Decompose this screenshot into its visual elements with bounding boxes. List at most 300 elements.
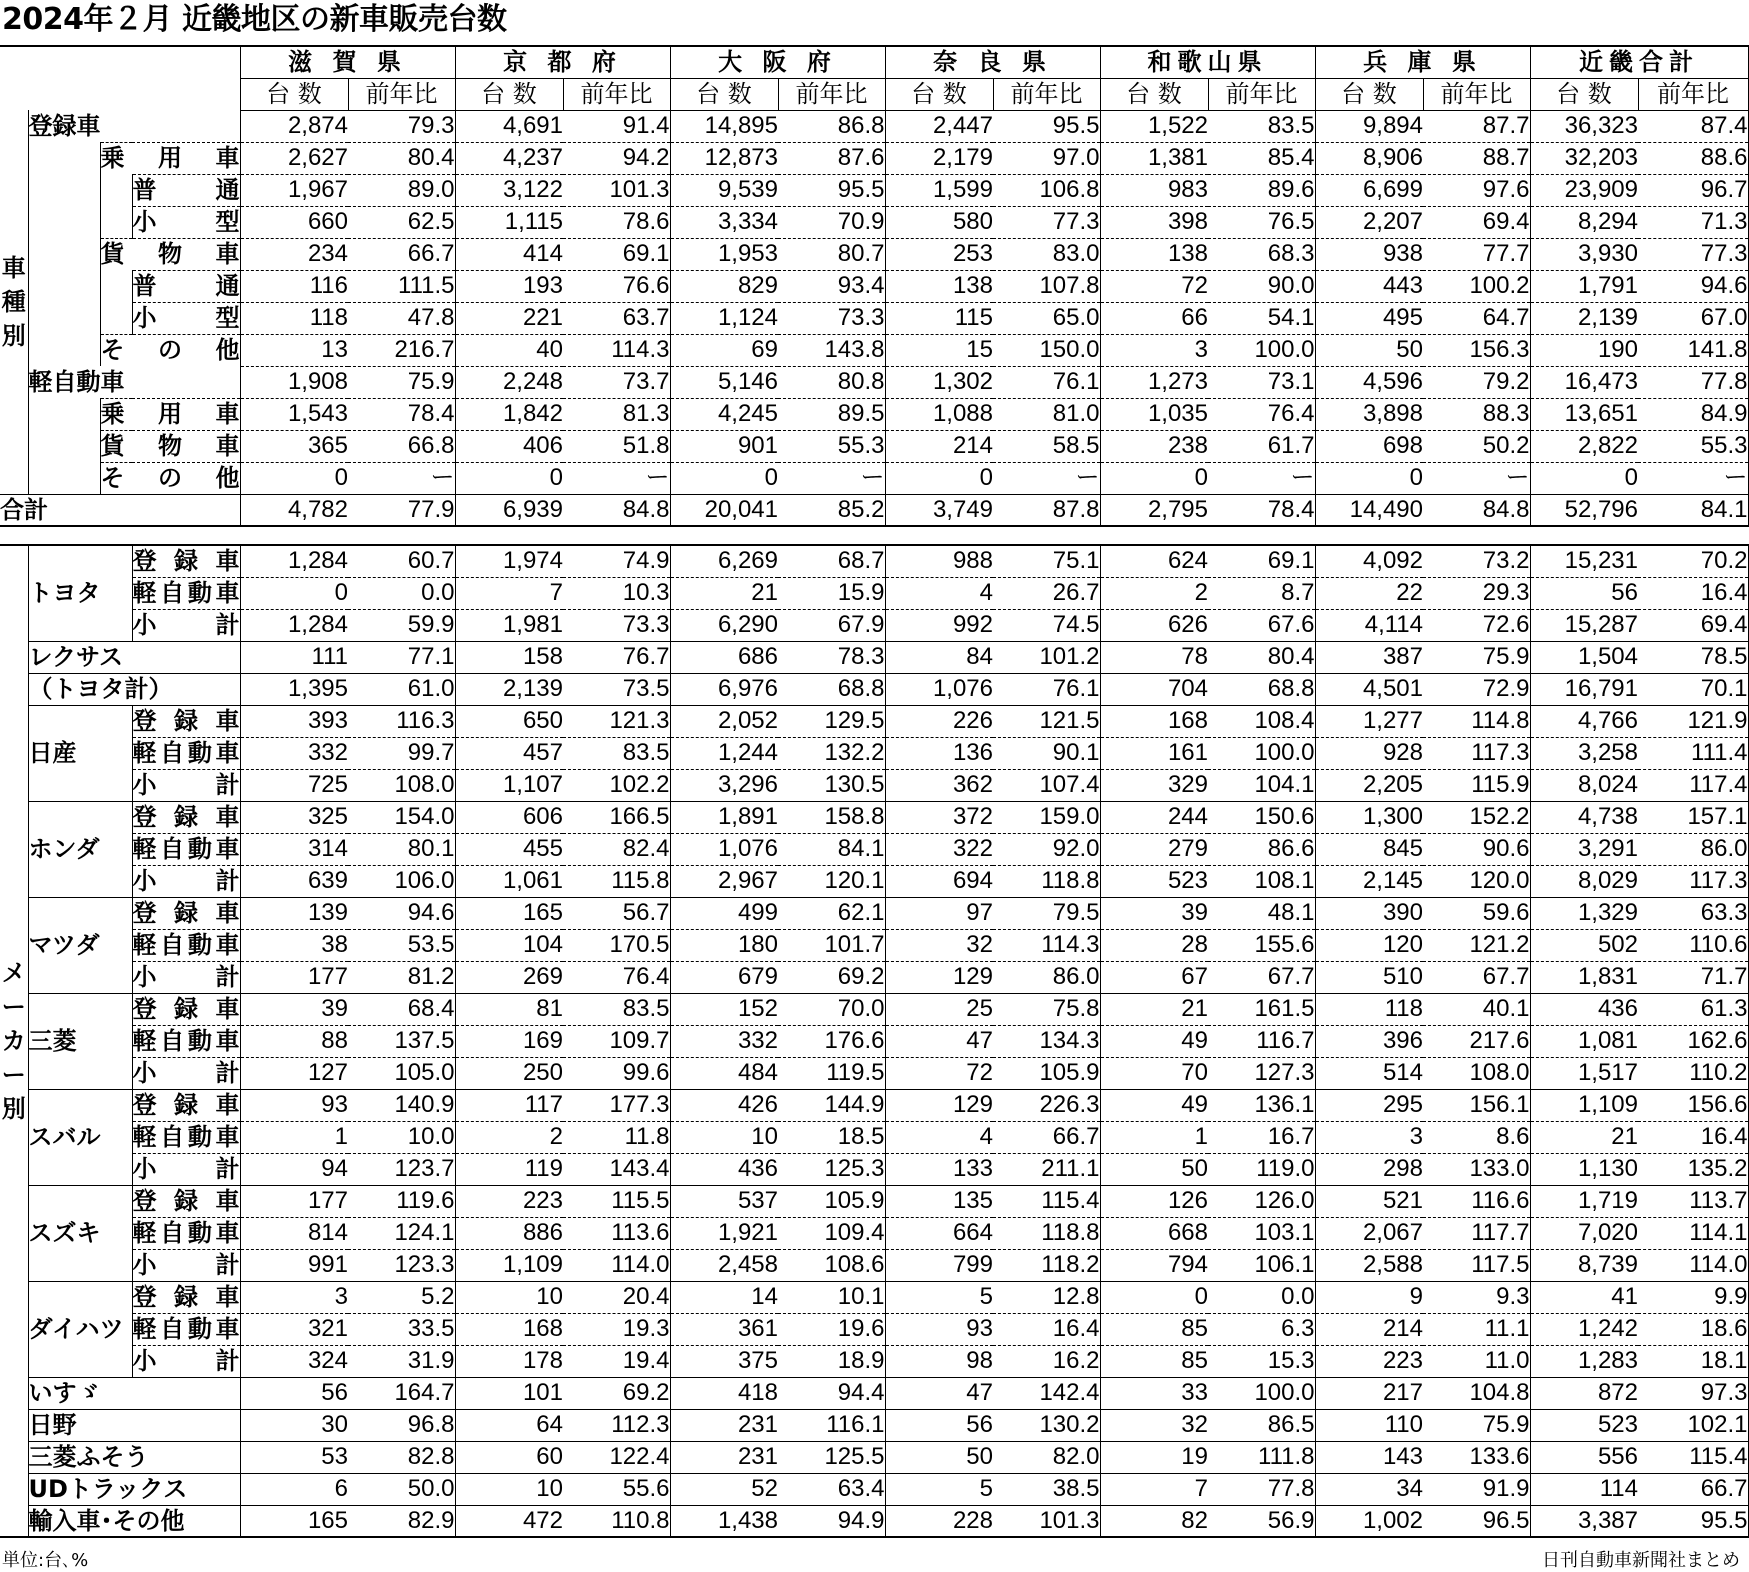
unit-count-cell: 1,517 (1530, 1057, 1638, 1089)
maker-section-label: メ ー カ ー 別 (0, 545, 28, 1537)
unit-count-cell: 32,203 (1530, 142, 1638, 174)
unit-count-cell: 321 (240, 1313, 348, 1345)
unit-count-cell: 4,237 (455, 142, 563, 174)
yoy-ratio-cell: 117.3 (1423, 737, 1530, 769)
yoy-ratio-cell: 69.4 (1423, 206, 1530, 238)
unit-count-cell: 1,283 (1530, 1345, 1638, 1377)
unit-count-cell: 329 (1100, 769, 1208, 801)
unit-count-cell: 372 (885, 801, 993, 833)
unit-count-cell: 228 (885, 1505, 993, 1537)
unit-count-cell: 152 (670, 993, 778, 1025)
sub-category-label: 登録車 (132, 995, 240, 1023)
yoy-ratio-cell: 154.0 (348, 801, 455, 833)
unit-count-cell: 28 (1100, 929, 1208, 961)
unit-count-cell: 1,438 (670, 1505, 778, 1537)
unit-count-cell: 161 (1100, 737, 1208, 769)
yoy-ratio-cell: 61.7 (1208, 430, 1315, 462)
yoy-ratio-cell: 99.7 (348, 737, 455, 769)
yoy-ratio-cell: 73.7 (563, 366, 670, 398)
yoy-ratio-cell: 95.5 (778, 174, 885, 206)
yoy-ratio-cell: ー (1638, 462, 1748, 494)
unit-count-cell: 56 (885, 1409, 993, 1441)
sub-category-label: 小計 (132, 1347, 240, 1375)
yoy-ratio-cell: 67.7 (1208, 961, 1315, 993)
unit-count-cell: 231 (670, 1409, 778, 1441)
unit-count-cell: 4,596 (1315, 366, 1423, 398)
count-column-header: 台 数 (1100, 78, 1208, 110)
unit-count-cell: 1,076 (885, 673, 993, 705)
unit-count-cell: 133 (885, 1153, 993, 1185)
maker-row (0, 737, 1748, 769)
unit-count-cell: 23,909 (1530, 174, 1638, 206)
yoy-ratio-cell: 73.3 (778, 302, 885, 334)
yoy-ratio-cell: 90.0 (1208, 270, 1315, 302)
maker-row (0, 1025, 1748, 1057)
indent-spacer (100, 174, 132, 206)
yoy-ratio-cell: 11.1 (1423, 1313, 1530, 1345)
yoy-ratio-cell: 70.9 (778, 206, 885, 238)
unit-count-cell: 49 (1100, 1089, 1208, 1121)
yoy-ratio-cell: 108.0 (1423, 1057, 1530, 1089)
unit-count-cell: 1,504 (1530, 641, 1638, 673)
yoy-ratio-cell: 115.9 (1423, 769, 1530, 801)
yoy-ratio-cell: 118.2 (993, 1249, 1100, 1281)
yoy-ratio-cell: 65.0 (993, 302, 1100, 334)
yoy-ratio-cell: 8.6 (1423, 1121, 1530, 1153)
unit-count-cell: 72 (1100, 270, 1208, 302)
unit-count-cell: 298 (1315, 1153, 1423, 1185)
yoy-ratio-cell: 81.3 (563, 398, 670, 430)
unit-count-cell: 7 (455, 577, 563, 609)
sub-category-label: 小計 (132, 771, 240, 799)
indent-spacer (28, 174, 100, 206)
unit-count-cell: 21 (1530, 1121, 1638, 1153)
region-header: 兵 庫 県 (1315, 46, 1530, 78)
maker-name: 日産 (28, 705, 132, 801)
region-header: 京 都 府 (455, 46, 670, 78)
yoy-ratio-cell: 216.7 (348, 334, 455, 366)
unit-count-cell: 1,543 (240, 398, 348, 430)
indent-spacer (28, 142, 100, 174)
yoy-ratio-cell: 105.9 (993, 1057, 1100, 1089)
sub-category-label: 小計 (132, 867, 240, 895)
yoy-ratio-cell: 89.6 (1208, 174, 1315, 206)
unit-count-cell: 1,329 (1530, 897, 1638, 929)
unit-count-cell: 396 (1315, 1025, 1423, 1057)
yoy-ratio-cell: ー (1423, 462, 1530, 494)
unit-count-cell: 34 (1315, 1473, 1423, 1505)
yoy-ratio-cell: 100.0 (1208, 737, 1315, 769)
yoy-ratio-cell: 70.1 (1638, 673, 1748, 705)
unit-count-cell: 5 (885, 1473, 993, 1505)
unit-count-cell: 165 (455, 897, 563, 929)
yoy-ratio-cell: 73.2 (1423, 545, 1530, 577)
row-label: 乗用車 (100, 400, 240, 428)
yoy-ratio-cell: 80.1 (348, 833, 455, 865)
unit-count-cell: 217 (1315, 1377, 1423, 1409)
yoy-ratio-cell: 12.8 (993, 1281, 1100, 1313)
unit-count-cell: 14,895 (670, 110, 778, 142)
row-label: 合計 (0, 494, 240, 526)
ratio-column-header: 前年比 (778, 78, 885, 110)
region-header: 奈 良 県 (885, 46, 1100, 78)
yoy-ratio-cell: 88.7 (1423, 142, 1530, 174)
yoy-ratio-cell: 86.8 (778, 110, 885, 142)
ratio-column-header: 前年比 (1208, 78, 1315, 110)
yoy-ratio-cell: 75.1 (993, 545, 1100, 577)
yoy-ratio-cell: 88.6 (1638, 142, 1748, 174)
maker-name: スバル (28, 1089, 132, 1185)
unit-count-cell: 1,277 (1315, 705, 1423, 737)
unit-count-cell: 0 (1530, 462, 1638, 494)
yoy-ratio-cell: 74.5 (993, 609, 1100, 641)
unit-count-cell: 20,041 (670, 494, 778, 526)
yoy-ratio-cell: 112.3 (563, 1409, 670, 1441)
unit-count-cell: 8,024 (1530, 769, 1638, 801)
unit-count-cell: 0 (240, 577, 348, 609)
unit-count-cell: 38 (240, 929, 348, 961)
unit-count-cell: 4,691 (455, 110, 563, 142)
yoy-ratio-cell: 75.8 (993, 993, 1100, 1025)
vehicle-type-row (0, 270, 1748, 302)
yoy-ratio-cell: 84.9 (1638, 398, 1748, 430)
yoy-ratio-cell: 78.6 (563, 206, 670, 238)
yoy-ratio-cell: 79.5 (993, 897, 1100, 929)
yoy-ratio-cell: 101.3 (563, 174, 670, 206)
yoy-ratio-cell: 150.0 (993, 334, 1100, 366)
maker-name: スズキ (28, 1185, 132, 1281)
yoy-ratio-cell: 143.8 (778, 334, 885, 366)
unit-count-cell: 8,906 (1315, 142, 1423, 174)
yoy-ratio-cell: 15.9 (778, 577, 885, 609)
unit-count-cell: 78 (1100, 641, 1208, 673)
yoy-ratio-cell: 80.4 (348, 142, 455, 174)
yoy-ratio-cell: 63.3 (1638, 897, 1748, 929)
unit-count-cell: 178 (455, 1345, 563, 1377)
unit-count-cell: 3,122 (455, 174, 563, 206)
yoy-ratio-cell: 136.1 (1208, 1089, 1315, 1121)
yoy-ratio-cell: 92.0 (993, 833, 1100, 865)
yoy-ratio-cell: 105.9 (778, 1185, 885, 1217)
sub-category-label: 小計 (132, 1059, 240, 1087)
yoy-ratio-cell: 142.4 (993, 1377, 1100, 1409)
unit-count-cell: 14 (670, 1281, 778, 1313)
maker-name: 三菱ふそう (28, 1441, 240, 1473)
unit-count-cell: 426 (670, 1089, 778, 1121)
maker-row (0, 1121, 1748, 1153)
unit-count-cell: 514 (1315, 1057, 1423, 1089)
unit-count-cell: 556 (1530, 1441, 1638, 1473)
maker-name: ダイハツ (28, 1281, 132, 1377)
unit-count-cell: 221 (455, 302, 563, 334)
unit-count-cell: 3,930 (1530, 238, 1638, 270)
unit-count-cell: 72 (885, 1057, 993, 1089)
yoy-ratio-cell: 72.6 (1423, 609, 1530, 641)
yoy-ratio-cell: 9.9 (1638, 1281, 1748, 1313)
unit-count-cell: 1,974 (455, 545, 563, 577)
unit-count-cell: 67 (1100, 961, 1208, 993)
yoy-ratio-cell: 20.4 (563, 1281, 670, 1313)
yoy-ratio-cell: 8.7 (1208, 577, 1315, 609)
unit-count-cell: 9 (1315, 1281, 1423, 1313)
yoy-ratio-cell: 111.4 (1638, 737, 1748, 769)
unit-count-cell: 139 (240, 897, 348, 929)
maker-row (0, 1249, 1748, 1281)
maker-name: 輸入車･その他 (28, 1505, 240, 1537)
unit-count-cell: 2,967 (670, 865, 778, 897)
maker-row (0, 673, 1748, 705)
yoy-ratio-cell: 66.8 (348, 430, 455, 462)
unit-count-cell: 314 (240, 833, 348, 865)
unit-count-cell: 521 (1315, 1185, 1423, 1217)
yoy-ratio-cell: 117.4 (1638, 769, 1748, 801)
unit-count-cell: 14,490 (1315, 494, 1423, 526)
sub-category-label: 軽自動車 (132, 579, 240, 607)
unit-count-cell: 25 (885, 993, 993, 1025)
unit-count-cell: 9,539 (670, 174, 778, 206)
unit-count-cell: 814 (240, 1217, 348, 1249)
yoy-ratio-cell: 121.2 (1423, 929, 1530, 961)
yoy-ratio-cell: 121.3 (563, 705, 670, 737)
sub-category-label: 登録車 (132, 707, 240, 735)
unit-count-cell: 5,146 (670, 366, 778, 398)
yoy-ratio-cell: 68.8 (778, 673, 885, 705)
unit-count-cell: 52 (670, 1473, 778, 1505)
yoy-ratio-cell: 56.9 (1208, 1505, 1315, 1537)
unit-count-cell: 886 (455, 1217, 563, 1249)
yoy-ratio-cell: 134.3 (993, 1025, 1100, 1057)
maker-table (0, 544, 1749, 1538)
indent-spacer (28, 302, 100, 334)
yoy-ratio-cell: 77.7 (1423, 238, 1530, 270)
unit-count-cell: 1,002 (1315, 1505, 1423, 1537)
yoy-ratio-cell: 120.0 (1423, 865, 1530, 897)
yoy-ratio-cell: 102.2 (563, 769, 670, 801)
unit-count-cell: 436 (670, 1153, 778, 1185)
maker-row (0, 577, 1748, 609)
unit-count-cell: 33 (1100, 1377, 1208, 1409)
maker-row (0, 1281, 1748, 1313)
yoy-ratio-cell: ー (348, 462, 455, 494)
unit-count-cell: 94 (240, 1153, 348, 1185)
unit-count-cell: 694 (885, 865, 993, 897)
region-header: 近畿合計 (1530, 46, 1748, 78)
unit-count-cell: 686 (670, 641, 778, 673)
unit-count-cell: 928 (1315, 737, 1423, 769)
ratio-column-header: 前年比 (1423, 78, 1530, 110)
unit-count-cell: 60 (455, 1441, 563, 1473)
unit-count-cell: 214 (1315, 1313, 1423, 1345)
yoy-ratio-cell: 77.8 (1638, 366, 1748, 398)
unit-count-cell: 39 (1100, 897, 1208, 929)
yoy-ratio-cell: ー (993, 462, 1100, 494)
yoy-ratio-cell: 110.8 (563, 1505, 670, 1537)
yoy-ratio-cell: 96.8 (348, 1409, 455, 1441)
yoy-ratio-cell: 48.1 (1208, 897, 1315, 929)
maker-row (0, 1345, 1748, 1377)
yoy-ratio-cell: 55.3 (1638, 430, 1748, 462)
yoy-ratio-cell: 125.3 (778, 1153, 885, 1185)
sub-category-label: 登録車 (132, 803, 240, 831)
unit-count-cell: 510 (1315, 961, 1423, 993)
yoy-ratio-cell: 130.2 (993, 1409, 1100, 1441)
yoy-ratio-cell: 140.9 (348, 1089, 455, 1121)
vehicle-type-row (0, 398, 1748, 430)
yoy-ratio-cell: ー (1208, 462, 1315, 494)
unit-count-cell: 116 (240, 270, 348, 302)
unit-count-cell: 375 (670, 1345, 778, 1377)
yoy-ratio-cell: 97.6 (1423, 174, 1530, 206)
yoy-ratio-cell: 47.8 (348, 302, 455, 334)
yoy-ratio-cell: 83.5 (563, 737, 670, 769)
unit-count-cell: 4 (885, 577, 993, 609)
yoy-ratio-cell: 75.9 (348, 366, 455, 398)
unit-count-cell: 3,749 (885, 494, 993, 526)
yoy-ratio-cell: 73.5 (563, 673, 670, 705)
yoy-ratio-cell: 129.5 (778, 705, 885, 737)
unit-count-cell: 3,387 (1530, 1505, 1638, 1537)
yoy-ratio-cell: 76.4 (563, 961, 670, 993)
unit-count-cell: 223 (455, 1185, 563, 1217)
yoy-ratio-cell: 68.7 (778, 545, 885, 577)
unit-count-cell: 120 (1315, 929, 1423, 961)
maker-row (0, 801, 1748, 833)
yoy-ratio-cell: 81.0 (993, 398, 1100, 430)
yoy-ratio-cell: 15.3 (1208, 1345, 1315, 1377)
yoy-ratio-cell: 84.1 (1638, 494, 1748, 526)
yoy-ratio-cell: 63.7 (563, 302, 670, 334)
unit-count-cell: 214 (885, 430, 993, 462)
unit-count-cell: 138 (1100, 238, 1208, 270)
yoy-ratio-cell: 121.5 (993, 705, 1100, 737)
yoy-ratio-cell: 109.4 (778, 1217, 885, 1249)
yoy-ratio-cell: 99.6 (563, 1057, 670, 1089)
unit-count-cell: 85 (1100, 1345, 1208, 1377)
yoy-ratio-cell: 117.7 (1423, 1217, 1530, 1249)
unit-count-cell: 845 (1315, 833, 1423, 865)
unit-count-cell: 2,207 (1315, 206, 1423, 238)
unit-count-cell: 3 (240, 1281, 348, 1313)
unit-count-cell: 21 (1100, 993, 1208, 1025)
unit-count-cell: 40 (455, 334, 563, 366)
unit-count-cell: 664 (885, 1217, 993, 1249)
unit-count-cell: 991 (240, 1249, 348, 1281)
maker-row (0, 1313, 1748, 1345)
yoy-ratio-cell: 67.7 (1423, 961, 1530, 993)
unit-count-cell: 2,139 (1530, 302, 1638, 334)
unit-count-cell: 16,473 (1530, 366, 1638, 398)
yoy-ratio-cell: 119.0 (1208, 1153, 1315, 1185)
yoy-ratio-cell: 70.0 (778, 993, 885, 1025)
yoy-ratio-cell: 94.9 (778, 1505, 885, 1537)
yoy-ratio-cell: 76.1 (993, 366, 1100, 398)
unit-count-cell: 725 (240, 769, 348, 801)
unit-count-cell: 231 (670, 1441, 778, 1473)
unit-count-cell: 1,302 (885, 366, 993, 398)
yoy-ratio-cell: 117.5 (1423, 1249, 1530, 1281)
unit-count-cell: 104 (455, 929, 563, 961)
indent-spacer (28, 238, 100, 270)
yoy-ratio-cell: 133.6 (1423, 1441, 1530, 1473)
vehicle-type-table (0, 45, 1749, 527)
unit-count-cell: 143 (1315, 1441, 1423, 1473)
yoy-ratio-cell: 111.5 (348, 270, 455, 302)
sub-category-label: 小計 (132, 1251, 240, 1279)
vehicle-type-row (0, 110, 1748, 142)
yoy-ratio-cell: 55.6 (563, 1473, 670, 1505)
yoy-ratio-cell: 78.3 (778, 641, 885, 673)
yoy-ratio-cell: 66.7 (993, 1121, 1100, 1153)
unit-count-cell: 13,651 (1530, 398, 1638, 430)
unit-count-cell: 455 (455, 833, 563, 865)
yoy-ratio-cell: 62.5 (348, 206, 455, 238)
unit-count-cell: 2,822 (1530, 430, 1638, 462)
unit-count-cell: 2,248 (455, 366, 563, 398)
unit-count-cell: 523 (1530, 1409, 1638, 1441)
maker-row (0, 609, 1748, 641)
vehicle-type-row (0, 462, 1748, 494)
yoy-ratio-cell: 156.6 (1638, 1089, 1748, 1121)
unit-count-cell: 168 (455, 1313, 563, 1345)
maker-row (0, 1473, 1748, 1505)
yoy-ratio-cell: 69.2 (778, 961, 885, 993)
yoy-ratio-cell: 176.6 (778, 1025, 885, 1057)
unit-count-cell: 7 (1100, 1473, 1208, 1505)
indent-spacer (28, 334, 100, 366)
unit-count-cell: 97 (885, 897, 993, 929)
yoy-ratio-cell: 158.8 (778, 801, 885, 833)
row-label: その他 (100, 464, 240, 492)
unit-count-cell: 50 (885, 1441, 993, 1473)
unit-count-cell: 50 (1315, 334, 1423, 366)
unit-count-cell: 118 (240, 302, 348, 334)
yoy-ratio-cell: ー (778, 462, 885, 494)
vehicle-type-section-label: 車 種 別 (0, 110, 28, 494)
yoy-ratio-cell: 89.5 (778, 398, 885, 430)
yoy-ratio-cell: 95.5 (1638, 1505, 1748, 1537)
unit-count-cell: 325 (240, 801, 348, 833)
unit-count-cell: 829 (670, 270, 778, 302)
yoy-ratio-cell: 133.0 (1423, 1153, 1530, 1185)
yoy-ratio-cell: 85.2 (778, 494, 885, 526)
yoy-ratio-cell: 76.4 (1208, 398, 1315, 430)
indent-spacer (100, 206, 132, 238)
maker-row (0, 897, 1748, 929)
unit-count-cell: 66 (1100, 302, 1208, 334)
indent-spacer (28, 398, 100, 430)
unit-count-cell: 177 (240, 961, 348, 993)
unit-count-cell: 1,242 (1530, 1313, 1638, 1345)
yoy-ratio-cell: 69.4 (1638, 609, 1748, 641)
unit-count-cell: 88 (240, 1025, 348, 1057)
yoy-ratio-cell: 64.7 (1423, 302, 1530, 334)
unit-count-cell: 2 (455, 1121, 563, 1153)
unit-count-cell: 3,291 (1530, 833, 1638, 865)
yoy-ratio-cell: 100.0 (1208, 334, 1315, 366)
yoy-ratio-cell: 5.2 (348, 1281, 455, 1313)
yoy-ratio-cell: 83.5 (1208, 110, 1315, 142)
unit-count-cell: 365 (240, 430, 348, 462)
yoy-ratio-cell: 19.4 (563, 1345, 670, 1377)
unit-count-cell: 502 (1530, 929, 1638, 961)
unit-count-cell: 418 (670, 1377, 778, 1409)
yoy-ratio-cell: 9.3 (1423, 1281, 1530, 1313)
yoy-ratio-cell: 66.7 (1638, 1473, 1748, 1505)
yoy-ratio-cell: 80.7 (778, 238, 885, 270)
yoy-ratio-cell: 161.5 (1208, 993, 1315, 1025)
sub-category-label: 軽自動車 (132, 931, 240, 959)
sub-category-label: 軽自動車 (132, 1219, 240, 1247)
